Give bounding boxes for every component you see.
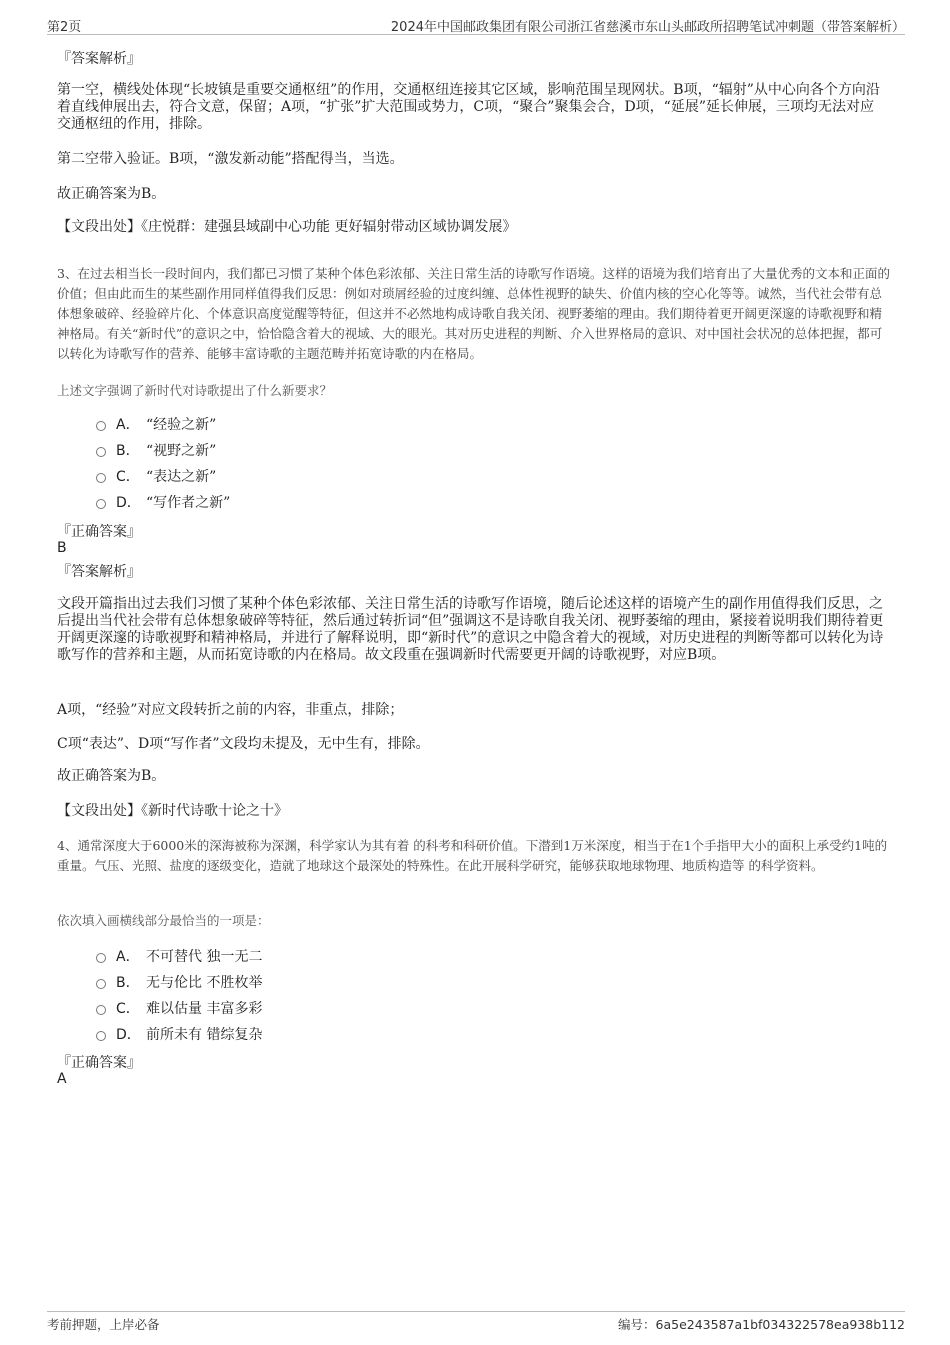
q3-option-a[interactable]: A． “经验之新” [96, 411, 496, 437]
radio-icon[interactable] [96, 979, 106, 989]
radio-icon[interactable] [96, 447, 106, 457]
q2-source: 【文段出处】《庄悦群：建强县域副中心功能 更好辐射带动区域协调发展》 [57, 219, 517, 235]
radio-icon[interactable] [96, 1005, 106, 1015]
page-number: 第2页 [47, 20, 82, 35]
q3-analysis-p2: A项，“经验”对应文段转折之前的内容，非重点，排除； [57, 702, 404, 718]
footer-serial: 编号：6a5e243587a1bf034322578ea938b112 [618, 1317, 905, 1332]
page-header [47, 14, 905, 35]
q3-analysis-p3: C项“表达”、D项“写作者”文段均未提及，无中生有，排除。 [57, 736, 430, 752]
q3-options [96, 411, 496, 515]
q2-analysis-p2: 第二空带入验证。B项，“激发新动能”搭配得当，当选。 [57, 151, 404, 167]
q2-analysis-p3: 故正确答案为B。 [57, 186, 166, 202]
q3-option-b[interactable]: B． “视野之新” [96, 437, 496, 463]
q3-analysis-p1: 文段开篇指出过去我们习惯了某种个体色彩浓郁、关注日常生活的诗歌写作语境，随后论述这样的语境产生的副作用值得我们反思，之后提出当代社会带有总体想象破碎等特征，然后通过转折词“但”强调这不是诗歌自我关闭、视野萎缩的理由，紧接着说明我们期待着更开阔更深邃的诗歌视野和精神格局，并进行了解释说明，即“新时代”的意识之中隐含着大的视域，对历史进程的判断等都可以转化为诗歌写作的营养和主题，从而拓宽诗歌的内在格局。故文段重在强调新时代需要更开阔的诗歌视野，对应B项。 [57, 596, 884, 663]
q2-analysis-label: 『答案解析』 [57, 51, 141, 67]
q4-question-text: 4、通常深度大于6000米的深海被称为深渊，科学家认为其有着 的科考和科研价值。下潜到1万米深度，相当于在1个手指甲大小的面积上承受约1吨的重量。气压、光照、盐度的逐级变化，造就了地球这个最深处的特殊性。在此开展科学研究，能够获取地球物理、地质构造等 的科学资料。 [57, 838, 888, 873]
radio-icon[interactable] [96, 953, 106, 963]
q3-question-text: 3、在过去相当长一段时间内，我们都已习惯了某种个体色彩浓郁、关注日常生活的诗歌写作语境。这样的语境为我们培育出了大量优秀的文本和正面的价值；但由此而生的某些副作用同样值得我们反思：例如对琐屑经验的过度纠缠、总体性视野的缺失、价值内核的空心化等等。诚然，当代社会带有总体想象破碎、经验碎片化、个体意识高度觉醒等特征，但这并不必然地构成诗歌自我关闭、视野萎缩的理由。我们期待着更开阔更深邃的诗歌视野和精神格局。有关“新时代”的意识之中，恰恰隐含着大的视域、大的眼光。其对历史进程的判断、介入世界格局的意识、对中国社会状况的总体把握，都可以转化为诗歌写作的营养、能够丰富诗歌的主题范畴并拓宽诗歌的内在格局。 [57, 266, 890, 361]
page-footer [47, 1311, 905, 1334]
q3-option-c[interactable]: C． “表达之新” [96, 463, 496, 489]
radio-icon[interactable] [96, 499, 106, 509]
q3-option-d[interactable]: D． “写作者之新” [96, 489, 496, 515]
radio-icon[interactable] [96, 473, 106, 483]
q4-correct-answer: A [57, 1071, 67, 1087]
q3-prompt: 上述文字强调了新时代对诗歌提出了什么新要求？ [57, 383, 333, 398]
q4-prompt: 依次填入画横线部分最恰当的一项是： [57, 913, 270, 928]
radio-icon[interactable] [96, 1031, 106, 1041]
q4-option-c[interactable]: C． 难以估量 丰富多彩 [96, 995, 496, 1021]
q3-correct-label: 『正确答案』 [57, 524, 141, 540]
q4-option-b[interactable]: B． 无与伦比 不胜枚举 [96, 969, 496, 995]
q4-options [96, 943, 496, 1047]
q4-option-a[interactable]: A． 不可替代 独一无二 [96, 943, 496, 969]
q4-option-d[interactable]: D． 前所未有 错综复杂 [96, 1021, 496, 1047]
footer-slogan: 考前押题，上岸必备 [47, 1317, 160, 1332]
radio-icon[interactable] [96, 421, 106, 431]
q2-analysis-p1: 第一空，横线处体现“长坡镇是重要交通枢纽”的作用，交通枢纽连接其它区域，影响范围呈现网状。B项，“辐射”从中心向各个方向沿着直线伸展出去，符合文意，保留；A项，“扩张”扩大范围或势力，C项，“聚合”聚集会合，D项，“延展”延长伸展，三项均无法对应交通枢纽的作用，排除。 [57, 82, 880, 132]
q3-analysis-label: 『答案解析』 [57, 564, 141, 580]
document-title: 2024年中国邮政集团有限公司浙江省慈溪市东山头邮政所招聘笔试冲刺题（带答案解析） [390, 20, 905, 35]
q3-source: 【文段出处】《新时代诗歌十论之十》 [57, 803, 288, 819]
q3-analysis-p4: 故正确答案为B。 [57, 768, 166, 784]
q3-correct-answer: B [57, 540, 67, 556]
q4-correct-label: 『正确答案』 [57, 1055, 141, 1071]
